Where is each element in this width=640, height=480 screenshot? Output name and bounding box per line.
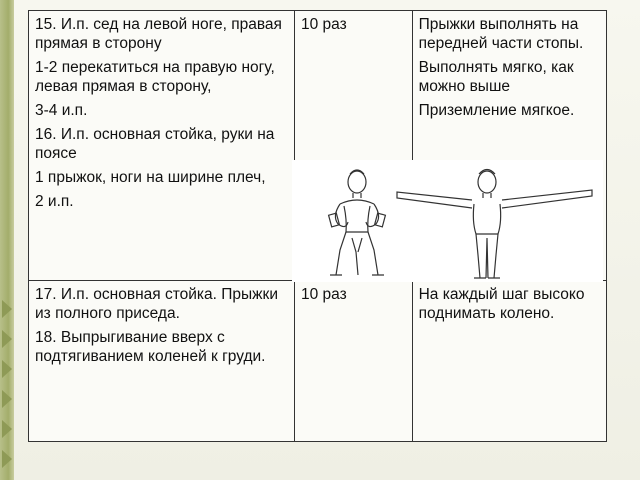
table-row <box>29 281 607 442</box>
notes-line: Прыжки выполнять на передней части стопы. <box>418 16 584 52</box>
exercise-line: 18. Выпрыгивание вверх с подтягиванием коленей к груди. <box>35 329 266 365</box>
dosage-cell <box>294 281 412 442</box>
arrow-icon <box>2 450 12 468</box>
exercise-line: 16. И.п. основная стойка, руки на поясе <box>35 126 275 162</box>
exercise-line: 1-2 перекатиться на правую ногу, левая прямая в сторону, <box>35 59 275 95</box>
arrow-icon <box>2 420 12 438</box>
notes-line: Приземление мягкое. <box>418 102 575 119</box>
exercise-illustration <box>292 160 603 282</box>
figure-hands-on-hips <box>329 170 386 275</box>
exercise-line: 17. И.п. основная стойка. Прыжки из полного приседа. <box>35 286 278 322</box>
exercise-line: 3-4 и.п. <box>35 102 88 119</box>
figures-drawing <box>292 160 603 282</box>
arrow-icon <box>2 300 12 318</box>
exercise-cell <box>29 11 295 281</box>
left-decorative-stripe <box>0 0 14 480</box>
exercise-line: 15. И.п. сед на левой ноге, правая прямая в сторону <box>35 16 282 52</box>
notes-cell <box>412 281 606 442</box>
exercise-line: 2 и.п. <box>35 193 74 210</box>
arrow-icon <box>2 330 12 348</box>
notes-line: На каждый шаг высоко поднимать колено. <box>418 286 585 322</box>
exercise-line: 1 прыжок, ноги на ширине плеч, <box>35 169 266 186</box>
dosage-text: 10 раз <box>300 16 347 33</box>
exercise-cell <box>29 281 295 442</box>
dosage-text: 10 раз <box>300 286 347 303</box>
figure-arms-outstretched <box>397 170 592 279</box>
arrow-icon <box>2 360 12 378</box>
arrow-icon <box>2 390 12 408</box>
notes-line: Выполнять мягко, как можно выше <box>418 59 574 95</box>
